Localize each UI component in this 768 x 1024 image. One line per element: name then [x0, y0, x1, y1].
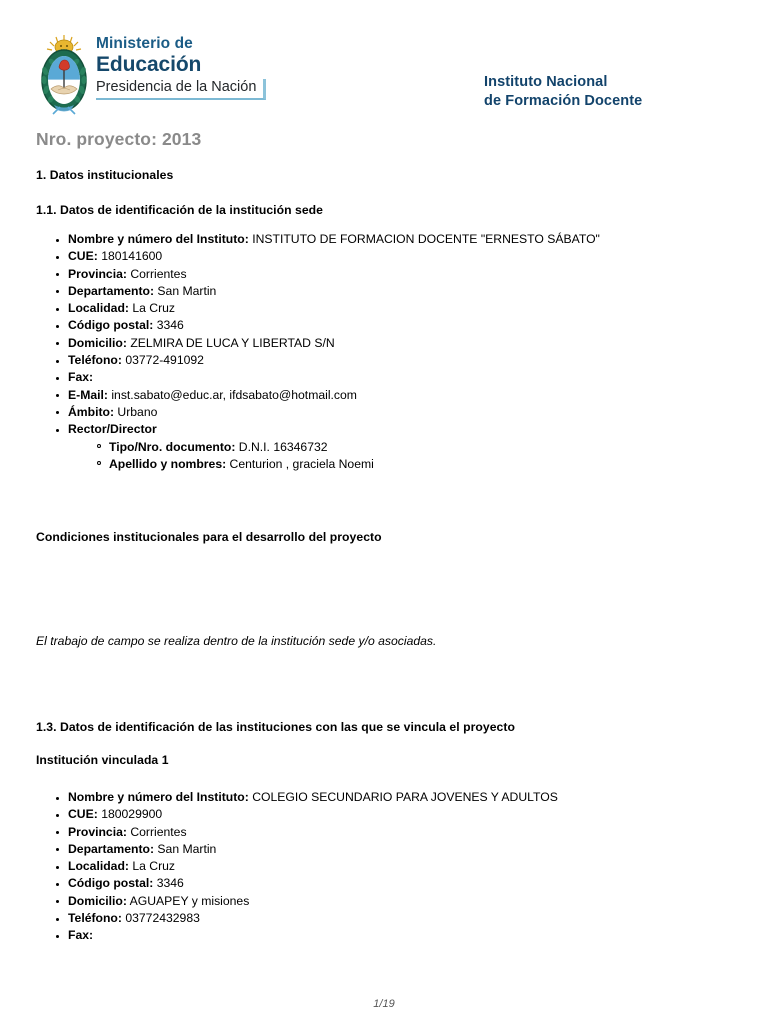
list-item — [93, 439, 625, 456]
instituto-nacional-formacion-docente-logo — [484, 73, 642, 110]
field-value: 180029900 — [101, 807, 163, 822]
field-value: D.N.I. 16346732 — [238, 439, 328, 454]
heading-section-1: 1. Datos institucionales — [36, 168, 174, 182]
list-item — [52, 283, 600, 300]
heading-section-1-1: 1.1. Datos de identificación de la institución sede — [36, 203, 323, 217]
list-item — [93, 456, 625, 473]
field-label: CUE: — [68, 249, 98, 264]
list-item — [52, 858, 558, 875]
field-label: Fax: — [68, 370, 94, 385]
list-item — [52, 910, 558, 927]
field-label: Localidad: — [68, 859, 129, 874]
field-value: COLEGIO SECUNDARIO PARA JOVENES Y ADULTOS — [252, 790, 558, 804]
field-value: AGUAPEY y misiones — [129, 893, 250, 908]
list-item — [52, 404, 600, 421]
field-label: Teléfono: — [68, 911, 122, 926]
list-item — [52, 352, 600, 369]
field-value: Corrientes — [130, 824, 187, 839]
field-label: Código postal: — [68, 876, 154, 891]
institucion-vinculada-field-list — [52, 789, 558, 945]
sede-field-list — [52, 231, 600, 473]
infd-line-2: de Formación Docente — [484, 92, 643, 109]
field-label: Nombre y número del Instituto: — [68, 790, 249, 804]
page-title: Nro. proyecto: 2013 — [36, 129, 202, 149]
argentina-coat-of-arms-icon — [38, 33, 90, 117]
field-label: Domicilio: — [68, 335, 127, 350]
list-item — [52, 806, 558, 823]
ministerio-line-3: Presidencia de la Nación — [96, 79, 266, 100]
list-item — [52, 387, 600, 404]
list-item — [52, 300, 600, 317]
field-label: Departamento: — [68, 841, 155, 856]
field-value: inst.sabato@educ.ar, ifdsabato@hotmail.com — [111, 387, 357, 402]
list-item — [52, 266, 600, 283]
list-item — [52, 369, 600, 386]
field-value: 3346 — [156, 318, 184, 333]
paragraph-condiciones-institucionales: El trabajo de campo se realiza dentro de la institución sede y/o asociadas. — [36, 634, 437, 648]
list-item — [52, 927, 558, 944]
field-label: Apellido y nombres: — [109, 456, 227, 471]
list-item — [52, 248, 600, 265]
field-value: INSTITUTO DE FORMACION DOCENTE "ERNESTO SÁBATO" — [252, 232, 600, 246]
list-item — [52, 841, 558, 858]
ministerio-line-2: Educación — [96, 52, 202, 76]
field-value: ZELMIRA DE LUCA Y LIBERTAD S/N — [130, 335, 335, 350]
field-label: Nombre y número del Instituto: — [68, 232, 249, 246]
ministerio-line-1: Ministerio de — [96, 35, 193, 52]
field-label: CUE: — [68, 807, 98, 822]
field-value: Centurion , graciela Noemi — [229, 456, 374, 471]
list-item — [52, 317, 600, 334]
field-label: Provincia: — [68, 266, 127, 281]
field-label: Ámbito: — [68, 404, 115, 419]
field-value: 03772432983 — [125, 911, 200, 926]
heading-institucion-vinculada-1: Institución vinculada 1 — [36, 753, 169, 767]
heading-condiciones-institucionales: Condiciones institucionales para el desarrollo del proyecto — [36, 530, 382, 544]
field-value: 03772-491092 — [125, 353, 204, 368]
ministerio-wordmark — [96, 33, 266, 100]
page-number-footer: 1/19 — [373, 998, 395, 1010]
ministerio-educacion-logo — [38, 33, 266, 117]
field-value: San Martin — [157, 283, 217, 298]
field-value: La Cruz — [132, 301, 176, 316]
field-value: 3346 — [156, 876, 184, 891]
field-label: Teléfono: — [68, 353, 122, 368]
list-item — [52, 893, 558, 910]
field-value: La Cruz — [132, 859, 176, 874]
rector-subfield-list — [93, 439, 625, 474]
field-value: Corrientes — [130, 266, 187, 281]
field-value: San Martin — [157, 841, 217, 856]
infd-line-1: Instituto Nacional — [484, 74, 608, 90]
field-value: Urbano — [117, 404, 158, 419]
field-label: Provincia: — [68, 824, 127, 839]
field-label: Tipo/Nro. documento: — [109, 439, 236, 454]
list-item — [52, 789, 558, 806]
list-item — [52, 421, 600, 473]
field-label: Código postal: — [68, 318, 154, 333]
field-label: Fax: — [68, 928, 94, 943]
list-item — [52, 824, 558, 841]
field-label: Localidad: — [68, 301, 129, 316]
field-label: Domicilio: — [68, 893, 127, 908]
document-header — [0, 0, 768, 125]
field-label: Departamento: — [68, 283, 155, 298]
field-label: E-Mail: — [68, 387, 108, 402]
field-label: Rector/Director — [68, 422, 157, 437]
heading-section-1-3: 1.3. Datos de identificación de las instituciones con las que se vincula el proyecto — [36, 720, 515, 734]
list-item — [52, 875, 558, 892]
list-item — [52, 231, 600, 248]
list-item — [52, 335, 600, 352]
field-value: 180141600 — [101, 249, 163, 264]
